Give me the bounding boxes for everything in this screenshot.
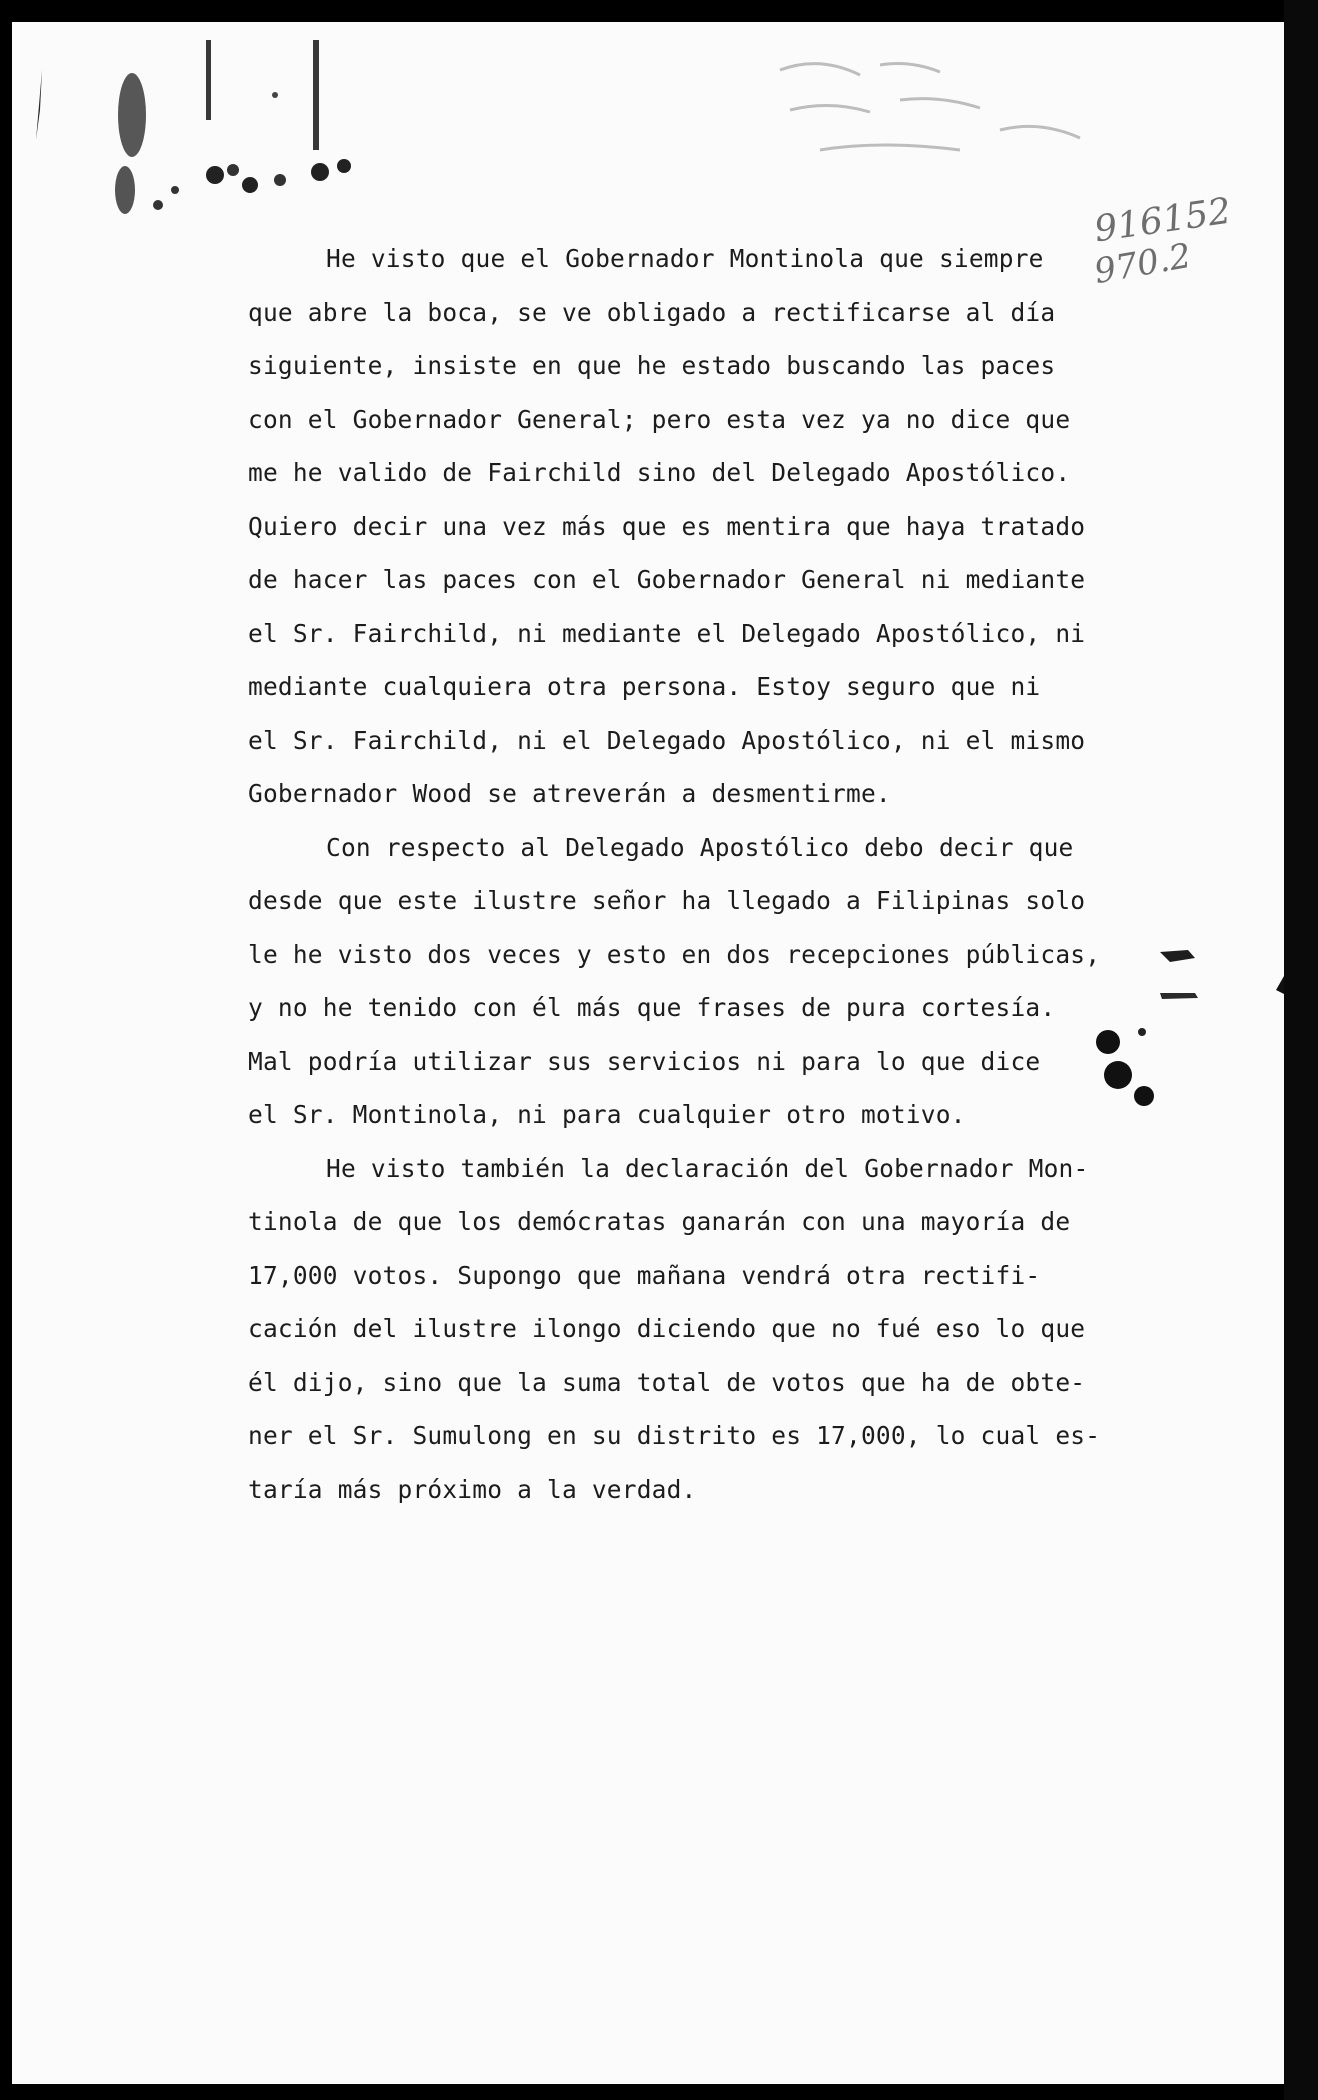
text-line: mediante cualquiera otra persona. Estoy seguro que ni: [248, 672, 1041, 701]
text-line: el Sr. Fairchild, ni el Delegado Apostólico, ni el mismo: [248, 725, 1086, 755]
text-line: con el Gobernador General; pero esta vez ya no dice que: [248, 404, 1071, 434]
scan-border: [1284, 0, 1318, 2100]
text-line: Mal podría utilizar sus servicios ni para lo que dice: [248, 1046, 1041, 1076]
text-line: él dijo, sino que la suma total de votos que ha de obte-: [248, 1367, 1086, 1397]
text-line: me he valido de Fairchild sino del Delegado Apostólico.: [248, 458, 1071, 487]
text-line: le he visto dos veces y esto en dos recepciones públicas,: [248, 939, 1101, 969]
text-line: el Sr. Montinola, ni para cualquier otro motivo.: [248, 1100, 966, 1129]
text-line: cación del ilustre ilongo diciendo que no fué eso lo que: [248, 1314, 1086, 1343]
text-line: desde que este ilustre señor ha llegado a Filipinas solo: [248, 886, 1086, 915]
text-line: He visto que el Gobernador Montinola que siempre: [326, 244, 1044, 273]
text-line: Con respecto al Delegado Apostólico debo decir que: [326, 832, 1074, 862]
document-body: [248, 232, 1148, 1516]
text-line: de hacer las paces con el Gobernador General ni mediante: [248, 565, 1086, 594]
text-line: 17,000 votos. Supongo que mañana vendrá otra rectifi-: [248, 1260, 1041, 1290]
text-line: ner el Sr. Sumulong en su distrito es 17,000, lo cual es-: [248, 1421, 1101, 1450]
text-line: Quiero decir una vez más que es mentira que haya tratado: [248, 511, 1086, 541]
text-line: siguiente, insiste en que he estado buscando las paces: [248, 351, 1056, 380]
text-line: Gobernador Wood se atreverán a desmentirme.: [248, 779, 891, 808]
text-line: He visto también la declaración del Gobernador Mon-: [326, 1153, 1089, 1183]
text-line: que abre la boca, se ve obligado a rectificarse al día: [248, 297, 1056, 327]
margin-note-line1: 916152: [1091, 190, 1234, 251]
margin-note-line2: 970.2: [1091, 235, 1195, 293]
text-line: taría más próximo a la verdad.: [248, 1474, 697, 1504]
text-line: tinola de que los demócratas ganarán con una mayoría de: [248, 1207, 1071, 1236]
text-line: y no he tenido con él más que frases de pura cortesía.: [248, 993, 1056, 1022]
text-line: el Sr. Fairchild, ni mediante el Delegado Apostólico, ni: [248, 618, 1086, 648]
